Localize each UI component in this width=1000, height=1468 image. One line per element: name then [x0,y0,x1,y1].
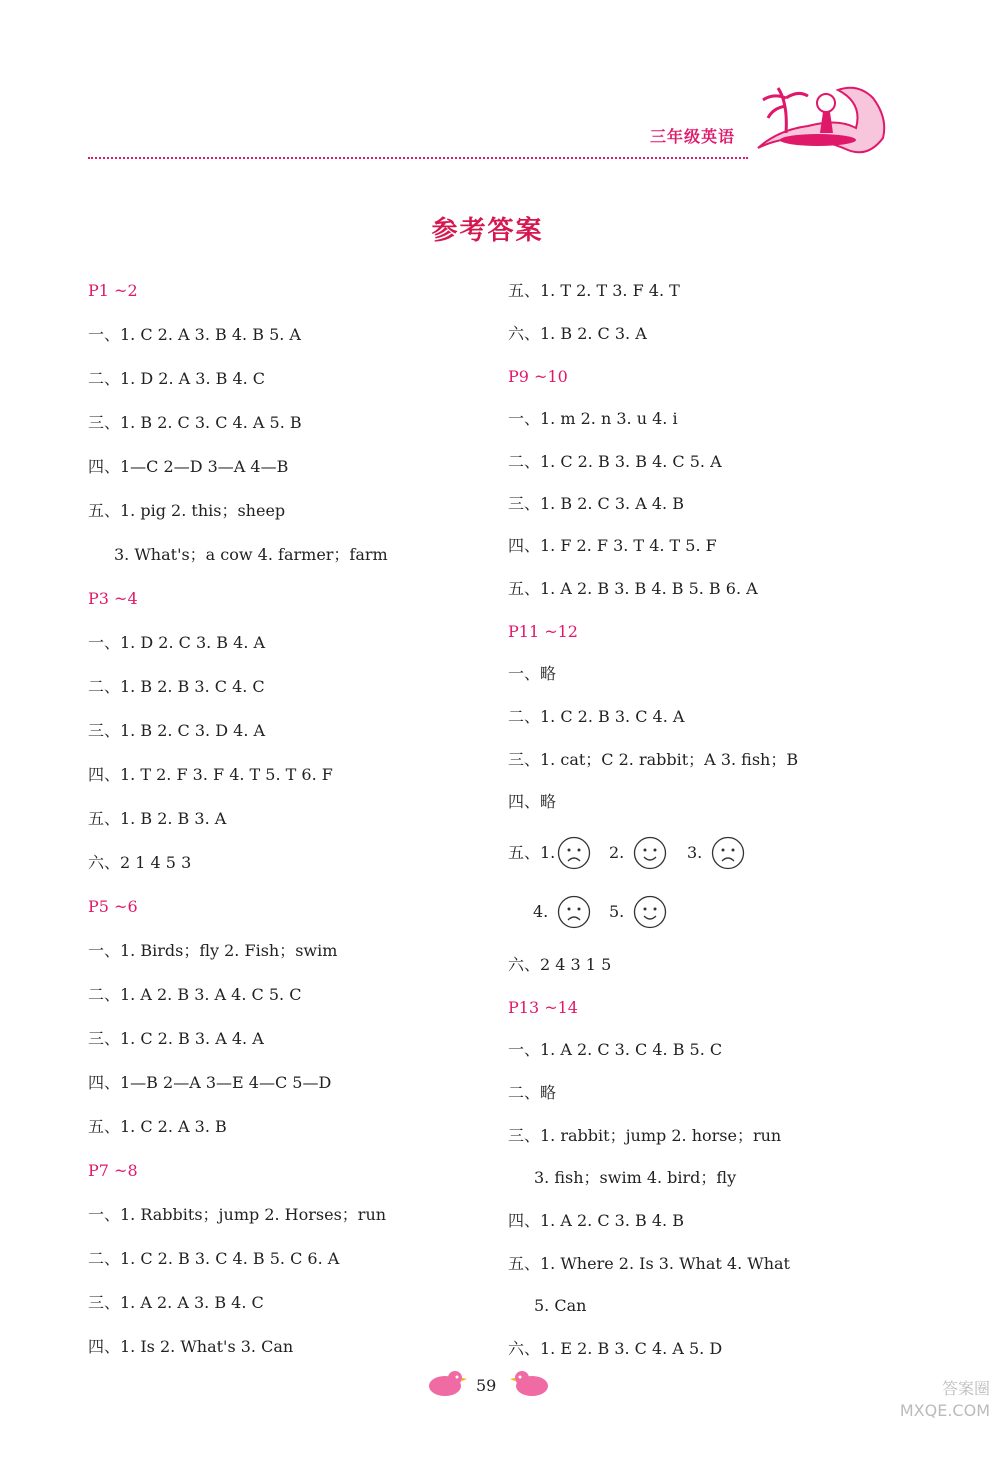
answer-line: 四、1. Is 2. What's 3. Can [88,1337,294,1356]
answer-line: 六、1. B 2. C 3. A [508,324,647,343]
answer-line: 二、1. A 2. B 3. A 4. C 5. C [88,985,302,1004]
section-heading: P1 ~2 [88,281,138,300]
answer-line: 一、1. Birds；fly 2. Fish；swim [88,941,338,960]
answer-line: 5. Can [534,1296,587,1315]
bird-right-icon [510,1368,552,1398]
answer-line: 五、1. Where 2. Is 3. What 4. What [508,1254,790,1273]
answer-line: 二、略 [508,1083,557,1102]
answer-line: 一、1. m 2. n 3. u 4. i [508,409,678,428]
answer-line: 四、略 [508,792,557,811]
answer-line: 五、1. C 2. A 3. B [88,1117,227,1136]
section-heading: P3 ~4 [88,589,138,608]
answer-line: 四、1. A 2. C 3. B 4. B [508,1211,684,1230]
faces-label-5: 5. [609,902,625,921]
bird-left-icon [425,1368,467,1398]
happy-face-icon [633,836,667,870]
answer-line: 五、1. A 2. B 3. B 4. B 5. B 6. A [508,579,758,598]
faces-label-3: 3. [687,843,703,862]
answer-line: 二、1. B 2. B 3. C 4. C [88,677,265,696]
section-heading: P5 ~6 [88,897,138,916]
sad-face-icon [711,836,745,870]
faces-row1-prefix: 五、1. [508,843,556,862]
answer-line: 四、1. T 2. F 3. F 4. T 5. T 6. F [88,765,333,784]
section-heading: P7 ~8 [88,1161,138,1180]
answer-line: 六、2 1 4 5 3 [88,853,192,872]
answer-line: 三、1. A 2. A 3. B 4. C [88,1293,264,1312]
answer-line: 3. What's；a cow 4. farmer；farm [114,545,388,564]
answer-line: 一、1. Rabbits；jump 2. Horses；run [88,1205,387,1224]
answer-line: 四、1—C 2—D 3—A 4—B [88,457,289,476]
answer-line: 一、1. A 2. C 3. C 4. B 5. C [508,1040,723,1059]
watermark [900,1378,990,1422]
answer-line: 三、1. cat；C 2. rabbit；A 3. fish；B [508,750,799,769]
answer-line: 3. fish；swim 4. bird；fly [534,1168,737,1187]
answer-line: 一、1. C 2. A 3. B 4. B 5. A [88,325,301,344]
answer-line: 五、1. pig 2. this；sheep [88,501,286,520]
surfer-illustration [738,78,888,166]
answer-line: 三、1. B 2. C 3. A 4. B [508,494,684,513]
sad-face-icon [557,836,591,870]
header-dotted-rule [88,157,748,159]
section-heading: P13 ~14 [508,998,578,1017]
answer-line: 二、1. C 2. B 3. C 4. A [508,707,685,726]
answer-line: 三、1. B 2. C 3. D 4. A [88,721,266,740]
answer-line: 五、1. B 2. B 3. A [88,809,227,828]
section-heading: P11 ~12 [508,622,578,641]
page-number: 59 [476,1376,497,1395]
answer-line: 二、1. D 2. A 3. B 4. C [88,369,266,388]
answer-line: 四、1—B 2—A 3—E 4—C 5—D [88,1073,332,1092]
watermark-line-2: MXQE.COM [899,1401,990,1420]
watermark-line-1: 答案圈 [941,1379,990,1398]
answer-line: 四、1. F 2. F 3. T 4. T 5. F [508,536,717,555]
faces-row2-prefix: 4. [533,902,549,921]
section-heading: P9 ~10 [508,367,568,386]
answer-line: 一、1. D 2. C 3. B 4. A [88,633,266,652]
answer-line: 五、1. T 2. T 3. F 4. T [508,281,680,300]
sad-face-icon [557,895,591,929]
happy-face-icon [633,895,667,929]
answer-line: 二、1. C 2. B 3. B 4. C 5. A [508,452,722,471]
answer-line: 三、1. rabbit；jump 2. horse；run [508,1126,782,1145]
faces-label-2: 2. [609,843,625,862]
answer-line: 二、1. C 2. B 3. C 4. B 5. C 6. A [88,1249,340,1268]
answer-line: 一、略 [508,664,557,683]
page-title: 参考答案 [431,216,544,246]
answer-line: 三、1. C 2. B 3. A 4. A [88,1029,264,1048]
answer-line: 六、2 4 3 1 5 [508,955,612,974]
answer-line: 三、1. B 2. C 3. C 4. A 5. B [88,413,302,432]
answer-line: 六、1. E 2. B 3. C 4. A 5. D [508,1339,723,1358]
header-subject-label: 三年级英语 [650,127,736,146]
